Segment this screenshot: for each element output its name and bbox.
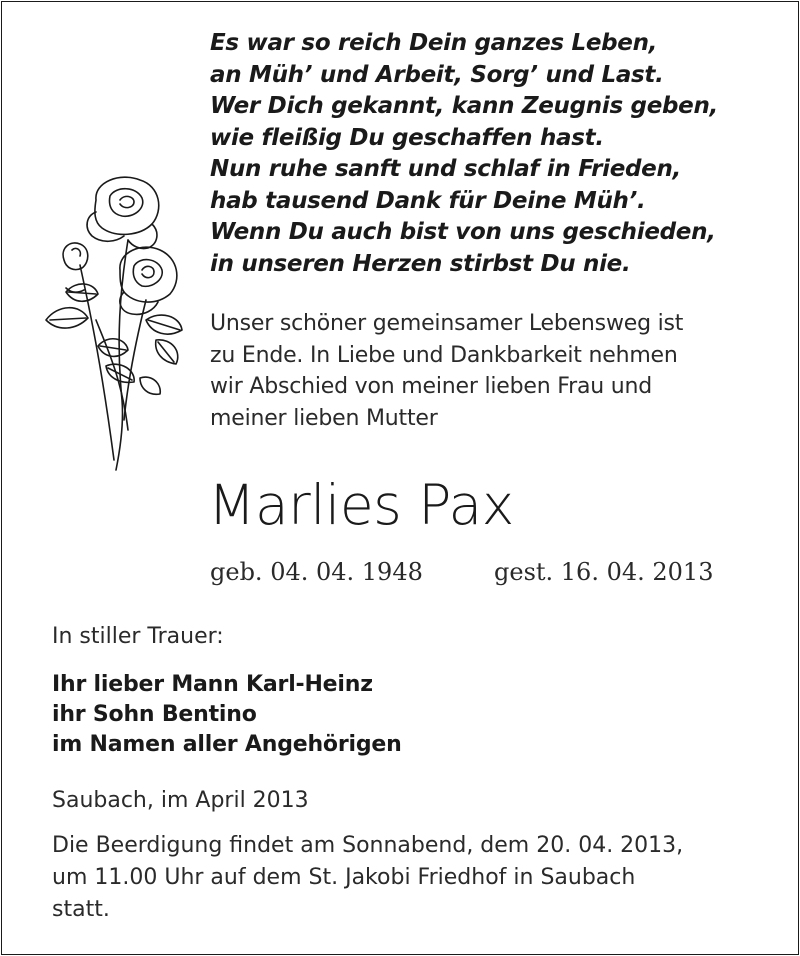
mourners-list <box>52 670 402 760</box>
funeral-line: um 11.00 Uhr auf dem St. Jakobi Friedhof in Saubach <box>52 865 636 890</box>
mourner-line: Ihr lieber Mann Karl-Heinz <box>52 672 373 697</box>
poem-line: Wenn Du auch bist von uns geschieden, <box>210 219 716 245</box>
funeral-line: statt. <box>52 897 110 922</box>
poem-line: in unseren Herzen stirbst Du nie. <box>210 250 631 277</box>
intro-line: meiner lieben Mutter <box>210 405 438 431</box>
intro-line: zu Ende. In Liebe und Dankbarkeit nehmen <box>210 342 678 368</box>
mourning-label: In stiller Trauer: <box>52 624 224 649</box>
poem-line: Es war so reich Dein ganzes Leben, <box>210 30 658 56</box>
funeral-line: Die Beerdigung findet am Sonnabend, dem 20. 04. 2013, <box>52 833 684 858</box>
intro-line: wir Abschied von meiner lieben Frau und <box>210 374 653 399</box>
place-date: Saubach, im April 2013 <box>52 788 309 813</box>
death-date: gest. 16. 04. 2013 <box>494 558 714 586</box>
rose-illustration-icon <box>36 170 196 480</box>
poem-line: Wer Dich gekannt, kann Zeugnis geben, <box>210 93 718 119</box>
poem-line: wie fleißig Du geschaffen hast. <box>210 124 604 151</box>
mourner-line: ihr Sohn Bentino <box>52 702 257 727</box>
intro-line: Unser schöner gemeinsamer Lebensweg ist <box>210 311 684 336</box>
memorial-poem <box>210 28 718 280</box>
funeral-notice <box>52 830 752 926</box>
poem-line: Nun ruhe sanft und schlaf in Frieden, <box>210 156 681 182</box>
mourner-line: im Namen aller Angehörigen <box>52 732 402 757</box>
poem-line: an Müh’ und Arbeit, Sorg’ und Last. <box>210 61 664 88</box>
deceased-name: Marlies Pax <box>208 473 514 537</box>
birth-date: geb. 04. 04. 1948 <box>210 558 423 586</box>
poem-line: hab tausend Dank für Deine Müh’. <box>210 187 646 214</box>
farewell-intro <box>210 308 683 434</box>
